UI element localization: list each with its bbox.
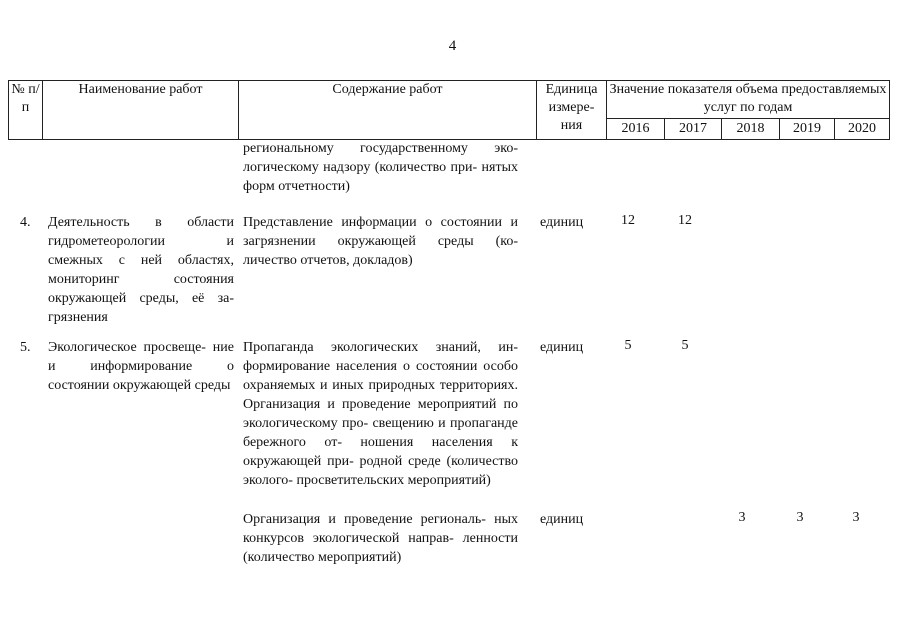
row-4-name: Деятельность в области гидрометеорологии и смежных с ней областях, мониторинг состояния окружающей среды, её за- грязнения	[48, 215, 234, 325]
row-5-content: Пропаганда экологических знаний, ин- формирование населения о состоянии особо охраняемых и иных природных территориях. Организация и проведение мероприятий по экологическому про- свещению и пропаганде бережного от- ношения населения к окружающей при- родной среде (количество эколого- просветительских мероприятий)	[243, 340, 518, 488]
header-content: Содержание работ	[239, 81, 537, 140]
row-5-value-2017: 5	[681, 338, 689, 353]
row-5b-value-2019: 3	[796, 510, 804, 525]
row-5-name: Экологическое просвеще- ние и информирование о состоянии окружающей среды	[48, 340, 234, 393]
page-number: 4	[448, 38, 457, 54]
row-cont-content: региональному государственному эко- логическому надзору (количество при- нятых форм отчетности)	[243, 141, 518, 194]
header-year: 2017	[665, 118, 722, 139]
row-5b-unit: единиц	[540, 512, 584, 527]
row-5b-content: Организация и проведение региональ- ных конкурсов экологической направ- ленности (количество мероприятий)	[243, 512, 518, 565]
header-values: Значение показателя объема предоставляемых услуг по годам	[607, 81, 890, 119]
header-unit: Единица измере- ния	[537, 81, 607, 140]
header-year: 2020	[835, 118, 890, 139]
row-5-value-2016: 5	[624, 338, 632, 353]
row-4-number: 4.	[20, 215, 31, 230]
row-4-value-2017: 12	[678, 213, 692, 228]
row-5b-value-2018: 3	[738, 510, 746, 525]
row-4-content: Представление информации о состоянии и загрязнении окружающей среды (ко- личество отчетов, докладов)	[243, 215, 518, 268]
header-name: Наименование работ	[43, 81, 239, 140]
row-5-unit: единиц	[540, 340, 584, 355]
header-num: № п/п	[9, 81, 43, 140]
header-year: 2016	[607, 118, 665, 139]
row-5-number: 5.	[20, 340, 31, 355]
row-4-unit: единиц	[540, 215, 584, 230]
row-5b-value-2020: 3	[852, 510, 860, 525]
header-year: 2019	[780, 118, 835, 139]
row-4-value-2016: 12	[621, 213, 635, 228]
header-year: 2018	[722, 118, 780, 139]
